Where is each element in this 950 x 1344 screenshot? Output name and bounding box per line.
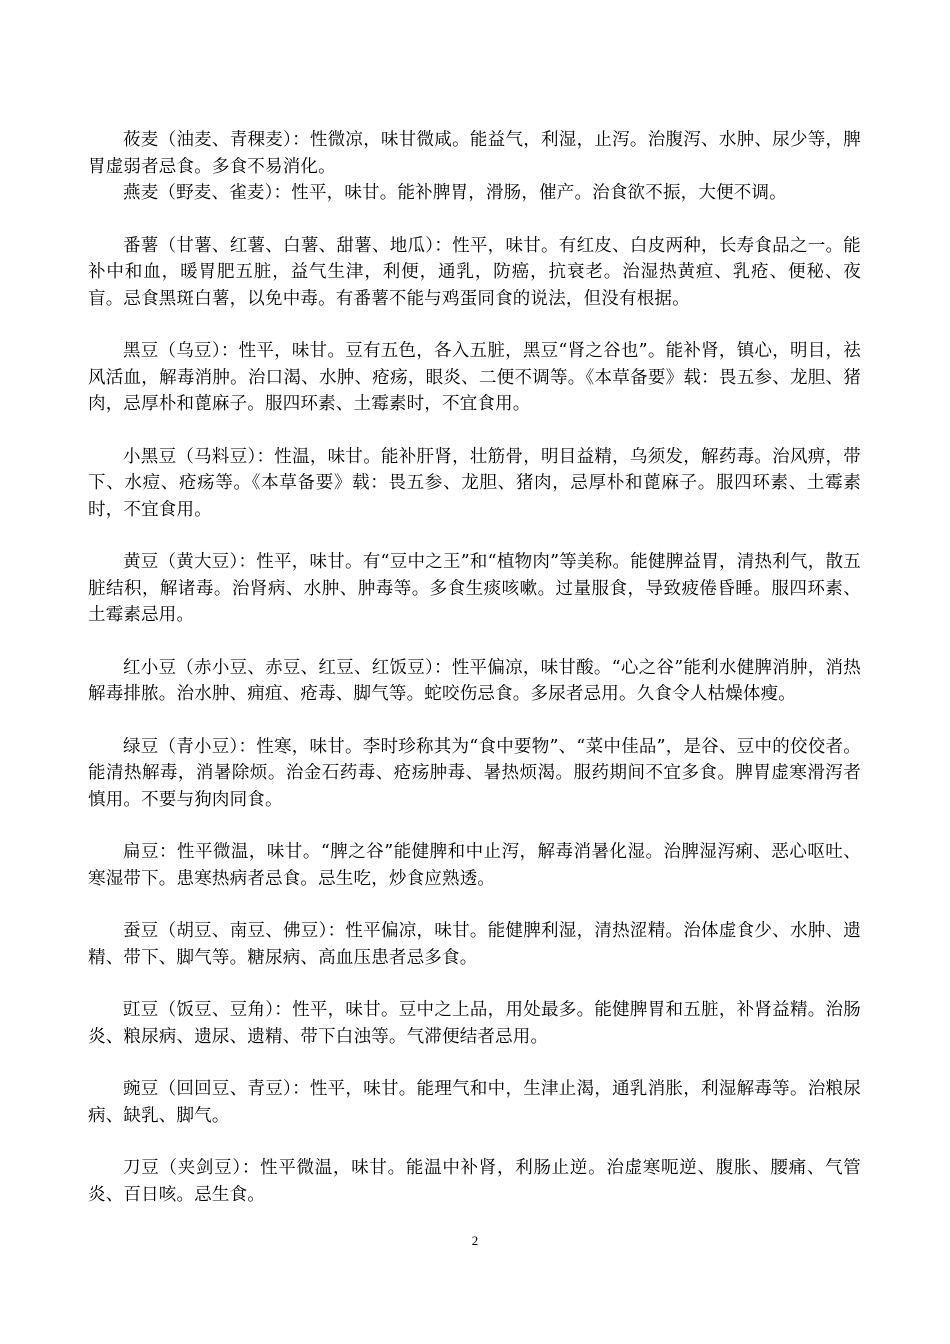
entry-jiangdou: 豇豆（饭豆、豆角）：性平，味甘。豆中之上品，用处最多。能健脾胃和五脏，补肾益精。治肠炎、粮尿病、遗尿、遗精、带下白浊等。气滞便结者忌用。 [88, 1000, 861, 1047]
page-body [88, 127, 861, 1208]
entry-huangdou: 黄豆（黄大豆）：性平，味甘。有“豆中之王”和“植物肉”等美称。能健脾益胃，清热利气，散五脏结积，解诸毒。治肾病、水肿、肿毒等。多食生痰咳嗽。过量服食，导致疲倦昏睡。服四环素、土霉素忌用。 [88, 552, 861, 625]
entry-youmai: 莜麦（油麦、青稞麦）：性微凉，味甘微咸。能益气，利湿，止泻。治腹泻、水肿、尿少等，脾胃虚弱者忌食。多食不易消化。 [88, 130, 861, 177]
entry-lvdou: 绿豆（青小豆）：性寒，味甘。李时珍称其为“食中要物”、“菜中佳品”，是谷、豆中的佼佼者。能清热解毒，消暑除烦。治金石药毒、疮疡肿毒、暑热烦渴。服药期间不宜多食。脾胃虚寒滑泻者慎用。不要与狗肉同食。 [88, 736, 861, 810]
page-number: 2 [471, 1233, 479, 1248]
entry-wandou: 豌豆（回回豆、青豆）：性平，味甘。能理气和中，生津止渴，通乳消胀，利湿解毒等。治粮尿病、缺乳、脚气。 [88, 1079, 861, 1126]
entry-biandou: 扁豆：性平微温，味甘。“脾之谷”能健脾和中止泻，解毒消暑化湿。治脾湿泻痢、恶心呕吐、寒湿带下。患寒热病者忌食。忌生吃，炒食应熟透。 [88, 842, 861, 889]
entry-candou: 蚕豆（胡豆、南豆、佛豆）：性平偏凉，味甘。能健脾利湿，清热涩精。治体虚食少、水肿、遗精、带下、脚气等。糖尿病、高血压患者忌多食。 [88, 921, 861, 968]
entry-daodou: 刀豆（夹剑豆）：性平微温，味甘。能温中补肾，利肠止逆。治虚寒呃逆、腹胀、腰痛、气管炎、百日咳。忌生食。 [88, 1158, 861, 1205]
entry-xiaoheidou: 小黑豆（马料豆）：性温，味甘。能补肝肾，壮筋骨，明目益精，乌须发，解药毒。治风痹，带下、水痘、疮疡等。《本草备要》载：畏五参、龙胆、猪肉，忌厚朴和蓖麻子。服四环素、土霉素时，不宜食用。 [88, 446, 861, 520]
entry-heidou: 黑豆（乌豆）：性平，味甘。豆有五色，各入五脏，黑豆“肾之谷也”。能补肾，镇心，明目，祛风活血，解毒消肿。治口渴、水肿、疮疡，眼炎、二便不调等。《本草备要》载：畏五参、龙胆、猪肉，忌厚朴和蓖麻子。服四环素、土霉素时，不宜食用。 [88, 341, 861, 414]
entry-yanmai: 燕麦（野麦、雀麦）：性平，味甘。能补脾胃，滑肠，催产。治食欲不振，大便不调。 [123, 183, 787, 203]
entry-hongxiaodou: 红小豆（赤小豆、赤豆、红豆、红饭豆）：性平偏凉，味甘酸。“心之谷”能利水健脾消肿，消热解毒排脓。治水肿、痈疽、疮毒、脚气等。蛇咬伤忌食。多尿者忌用。久食令人枯燥体瘦。 [88, 657, 861, 704]
entry-fanshu: 番薯（甘薯、红薯、白薯、甜薯、地瓜）：性平，味甘。有红皮、白皮两种，长寿食品之一。能补中和血，暖胃肥五脏，益气生津，利便，通乳，防癌，抗衰老。治湿热黄疸、乳疮、便秘、夜盲。忌食黑斑白薯，以免中毒。有番薯不能与鸡蛋同食的说法，但没有根据。 [88, 235, 861, 309]
